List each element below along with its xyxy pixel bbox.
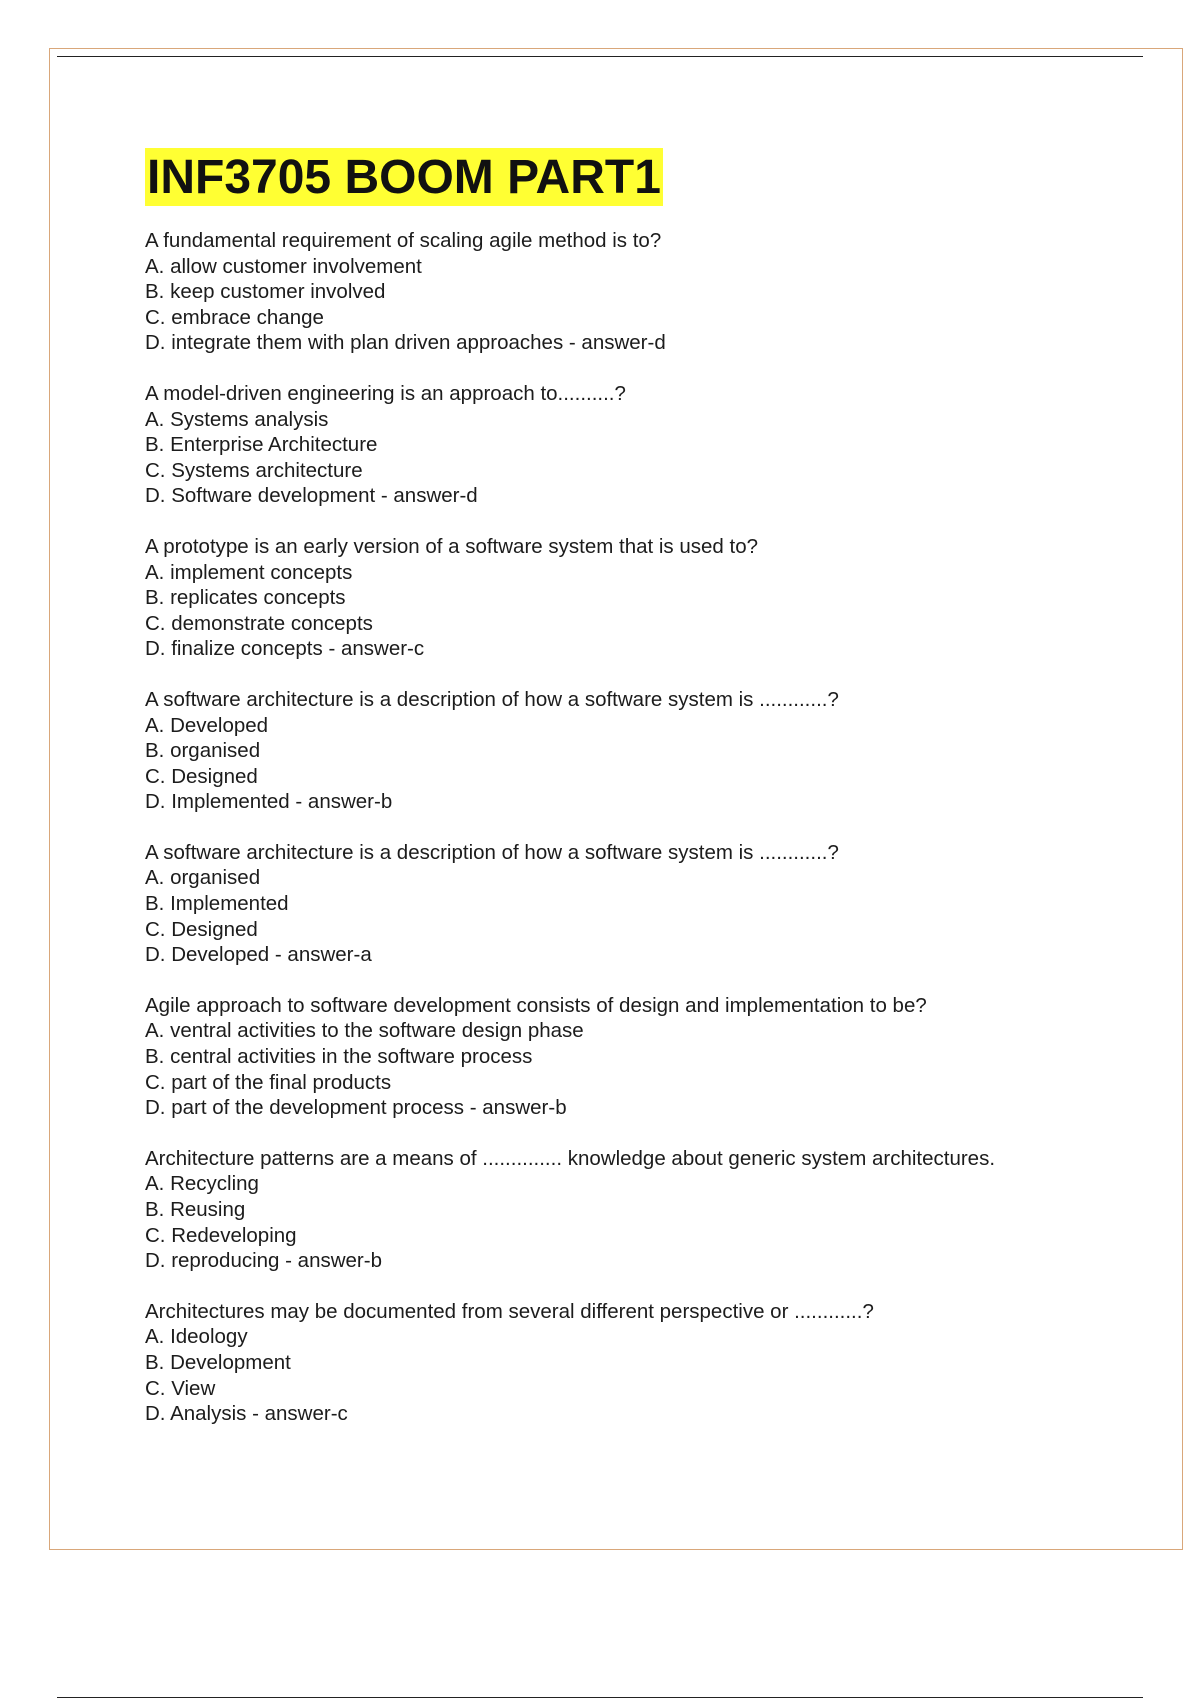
question-prompt: A software architecture is a description of how a software system is ............?	[145, 840, 839, 864]
answer-option: D. finalize concepts - answer-c	[145, 637, 425, 661]
question-block	[145, 1299, 1105, 1427]
question-prompt: A fundamental requirement of scaling agile method is to?	[145, 229, 662, 252]
answer-option: D. Software development - answer-d	[145, 484, 478, 508]
document-title: INF3705 BOOM PART1	[145, 148, 663, 206]
answer-option: C. Systems architecture	[145, 458, 363, 482]
question-prompt: Architecture patterns are a means of .............. knowledge about generic system architectures.	[145, 1146, 996, 1170]
question-block	[145, 840, 1105, 968]
answer-option: A. Developed	[145, 713, 269, 737]
answer-option: A. Ideology	[145, 1325, 248, 1349]
question-block	[145, 1146, 1105, 1274]
answer-option: B. keep customer involved	[145, 280, 386, 304]
answer-option: A. organised	[145, 866, 261, 890]
question-block	[145, 534, 1105, 662]
answer-option: B. Enterprise Architecture	[145, 433, 378, 457]
answer-option: B. central activities in the software process	[145, 1045, 533, 1069]
answer-option: C. part of the final products	[145, 1070, 392, 1094]
answer-option: B. replicates concepts	[145, 586, 346, 610]
question-prompt: Agile approach to software development consists of design and implementation to be?	[145, 993, 927, 1017]
question-block	[145, 228, 1105, 356]
answer-option: B. Reusing	[145, 1198, 246, 1221]
answer-option: A. Recycling	[145, 1172, 259, 1196]
answer-option: B. Implemented	[145, 892, 289, 916]
answer-option: A. Systems analysis	[145, 407, 329, 431]
answer-option: C. Designed	[145, 917, 258, 941]
header-rule	[57, 56, 1143, 57]
question-prompt: Architectures may be documented from several different perspective or ............?	[145, 1299, 874, 1323]
question-block	[145, 993, 1105, 1121]
question-block	[145, 381, 1105, 509]
answer-option: C. View	[145, 1376, 216, 1400]
answer-option: D. Analysis - answer-c	[145, 1402, 348, 1426]
question-prompt: A model-driven engineering is an approach to..........?	[145, 381, 626, 405]
answer-option: B. Development	[145, 1350, 291, 1374]
document-content	[145, 148, 1105, 1452]
question-block	[145, 687, 1105, 815]
answer-option: A. implement concepts	[145, 560, 353, 584]
answer-option: D. reproducing - answer-b	[145, 1249, 382, 1273]
answer-option: D. Implemented - answer-b	[145, 790, 393, 814]
question-list	[145, 228, 1105, 1427]
answer-option: C. embrace change	[145, 305, 324, 329]
answer-option: C. Redeveloping	[145, 1223, 297, 1247]
answer-option: D. integrate them with plan driven approaches - answer-d	[145, 331, 666, 355]
answer-option: C. Designed	[145, 764, 258, 788]
question-prompt: A software architecture is a description of how a software system is ............?	[145, 687, 839, 711]
answer-option: D. Developed - answer-a	[145, 943, 372, 967]
footer-rule	[57, 1697, 1143, 1698]
question-prompt: A prototype is an early version of a software system that is used to?	[145, 534, 759, 558]
answer-option: A. allow customer involvement	[145, 254, 422, 278]
answer-option: C. demonstrate concepts	[145, 611, 373, 635]
answer-option: D. part of the development process - answer-b	[145, 1096, 567, 1120]
answer-option: B. organised	[145, 739, 261, 763]
answer-option: A. ventral activities to the software design phase	[145, 1019, 584, 1043]
